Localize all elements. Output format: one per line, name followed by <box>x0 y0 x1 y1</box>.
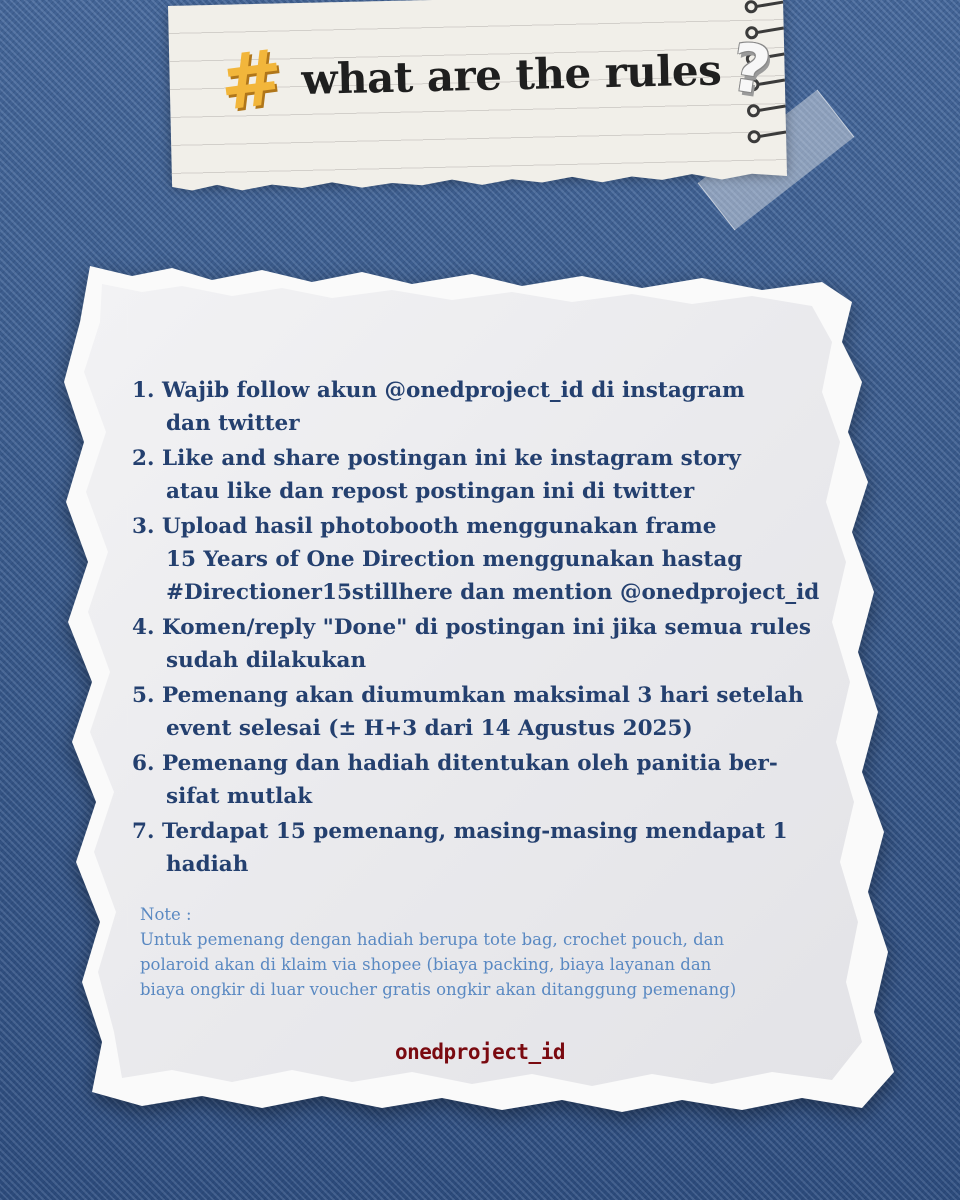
rule-text-continued: atau like dan repost postingan ini di twitter <box>166 479 695 504</box>
page-title: what are the rules <box>300 44 722 104</box>
rule-text-continued: sudah dilakukan <box>166 648 367 673</box>
rule-number: 4. <box>132 615 155 640</box>
note-text-line: Untuk pemenang dengan hadiah berupa tote bag, crochet pouch, dan <box>140 930 725 949</box>
rule-text-continued: 15 Years of One Direction menggunakan hastag <box>166 547 743 572</box>
rules-list <box>132 374 852 883</box>
list-item <box>132 611 852 677</box>
rule-text-continued: event selesai (± H+3 dari 14 Agustus 2025) <box>166 716 693 741</box>
rule-text: Pemenang akan diumumkan maksimal 3 hari setelah <box>162 683 804 708</box>
title-note-torn-edge <box>172 169 787 193</box>
list-item <box>132 510 852 609</box>
note-block <box>140 902 840 1002</box>
rule-text: Terdapat 15 pemenang, masing-masing mendapat 1 <box>162 819 788 844</box>
rule-text: Upload hasil photobooth menggunakan frame <box>162 514 717 539</box>
title-note <box>168 0 787 184</box>
rule-number: 2. <box>132 446 155 471</box>
rule-text: Wajib follow akun @onedproject_id di instagram <box>162 378 745 403</box>
rule-number: 1. <box>132 378 155 403</box>
rule-text-continued: #Directioner15stillhere dan mention @onedproject_id <box>166 580 820 605</box>
note-text-line: biaya ongkir di luar voucher gratis ongkir akan ditanggung pemenang) <box>140 980 737 999</box>
rule-text: Like and share postingan ini ke instagram story <box>162 446 741 471</box>
list-item <box>132 442 852 508</box>
rule-text-continued: dan twitter <box>166 411 300 436</box>
rule-text-continued: sifat mutlak <box>166 784 313 809</box>
title-row <box>214 18 776 130</box>
rule-number: 7. <box>132 819 155 844</box>
note-text-line: polaroid akan di klaim via shopee (biaya packing, biaya layanan dan <box>140 955 712 974</box>
rule-number: 5. <box>132 683 155 708</box>
list-item <box>132 374 852 440</box>
rule-text: Pemenang dan hadiah ditentukan oleh panitia ber- <box>162 751 778 776</box>
rule-number: 6. <box>132 751 155 776</box>
account-signature: onedproject_id <box>394 1040 565 1064</box>
note-label: Note : <box>140 905 192 924</box>
rule-number: 3. <box>132 514 155 539</box>
rules-card <box>62 262 898 1112</box>
hashtag-icon: # <box>214 31 289 128</box>
question-mark-icon: ? <box>725 27 776 110</box>
list-item <box>132 747 852 813</box>
rule-text-continued: hadiah <box>166 852 249 877</box>
list-item <box>132 815 852 881</box>
rule-text: Komen/reply "Done" di postingan ini jika semua rules <box>162 615 812 640</box>
list-item <box>132 679 852 745</box>
